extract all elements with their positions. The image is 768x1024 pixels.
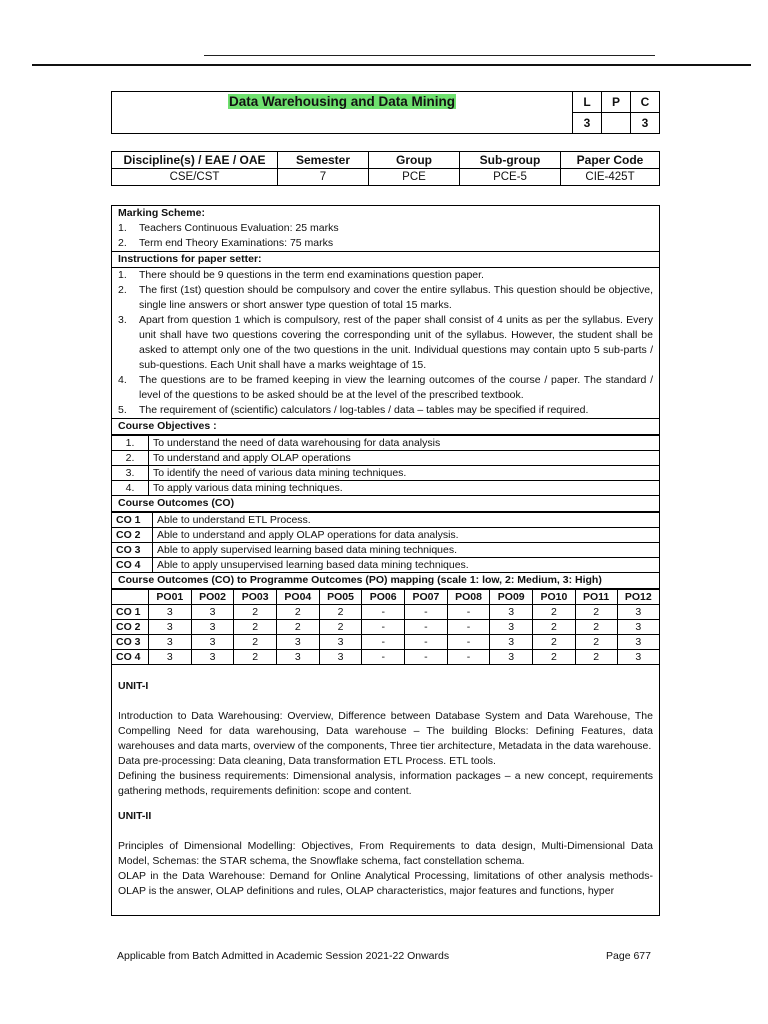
unit-1-heading: UNIT-I — [118, 680, 149, 692]
mapping-cell: 2 — [277, 605, 320, 620]
mapping-cell: 3 — [149, 605, 192, 620]
mapping-cell: 2 — [533, 635, 576, 650]
header-rule-short — [204, 55, 655, 56]
mapping-cell: 3 — [319, 650, 362, 665]
mapping-cell: 2 — [533, 650, 576, 665]
syllabus-box — [111, 205, 660, 916]
table-row — [112, 650, 659, 665]
mapping-cell: 3 — [277, 635, 320, 650]
mapping-cell: 3 — [319, 635, 362, 650]
mapping-cell: 3 — [149, 620, 192, 635]
course-title: Data Warehousing and Data Mining — [228, 94, 455, 109]
list-item: 4. The questions are to be framed keeping in view the learning outcomes of the course / paper. The standard / level of the questions to be asked should be at the level of the prescribed textbook. — [118, 374, 653, 401]
mapping-cell: 2 — [533, 605, 576, 620]
mapping-cell: 2 — [575, 650, 617, 665]
disc-header-discipline: Discipline(s) / EAE / OAE — [112, 152, 278, 169]
marking-scheme-list — [112, 221, 659, 251]
mapping-cell: 2 — [319, 620, 362, 635]
mapping-cell: 2 — [575, 635, 617, 650]
co-po-mapping-table — [112, 589, 659, 665]
mapping-header-cell: PO09 — [490, 590, 533, 605]
mapping-corner-cell — [112, 590, 149, 605]
mapping-header-cell: PO12 — [617, 590, 659, 605]
list-item: 2. The first (1st) question should be compulsory and cover the entire syllabus. This question should be objective, single line answers or short answer type question of total 15 marks. — [118, 284, 653, 311]
marking-scheme-title: Marking Scheme: — [118, 207, 205, 219]
unit-2-paragraph: OLAP in the Data Warehouse: Demand for Online Analytical Processing, limitations of other analysis methods-OLAP is the answer, OLAP definitions and rules, OLAP characteristics, major features and functions, hyper — [118, 870, 653, 897]
page-footer — [117, 950, 651, 962]
mapping-cell: - — [447, 650, 490, 665]
mapping-header-cell: PO08 — [447, 590, 490, 605]
disc-header-group: Group — [369, 152, 460, 169]
mapping-header-cell: PO11 — [575, 590, 617, 605]
unit-2-paragraph: Principles of Dimensional Modelling: Objectives, From Requirements to data design, Multi-Dimensional Data Model, Schemas: the STAR schema, the Snowflake schema, fact constellation schema. — [118, 840, 653, 867]
mapping-cell: - — [405, 605, 448, 620]
table-row: CO 3 Able to apply supervised learning based data mining techniques. — [112, 543, 659, 558]
mapping-cell: - — [447, 620, 490, 635]
mapping-cell: 2 — [234, 605, 277, 620]
disc-value-semester: 7 — [278, 169, 369, 186]
mapping-cell: 3 — [490, 605, 533, 620]
unit-1-paragraph: Defining the business requirements: Dimensional analysis, information packages – a new concept, requirements gathering methods, requirements definition: scope and content. — [118, 770, 653, 797]
mapping-cell: - — [362, 620, 405, 635]
lpc-value-c: 3 — [631, 113, 660, 134]
mapping-co-label: CO 4 — [112, 650, 149, 665]
mapping-header-cell: PO03 — [234, 590, 277, 605]
mapping-cell: 2 — [234, 620, 277, 635]
instructions-list — [112, 268, 659, 418]
table-row: CO 4 Able to apply unsupervised learning based data mining techniques. — [112, 558, 659, 573]
mapping-cell: 2 — [234, 635, 277, 650]
unit-2-heading: UNIT-II — [118, 810, 152, 822]
mapping-cell: 3 — [149, 635, 192, 650]
table-row: 3. To identify the need of various data mining techniques. — [112, 466, 659, 481]
table-row — [112, 605, 659, 620]
disc-header-semester: Semester — [278, 152, 369, 169]
course-outcomes-title: Course Outcomes (CO) — [112, 496, 659, 512]
mapping-co-label: CO 1 — [112, 605, 149, 620]
unit-1-paragraph: Introduction to Data Warehousing: Overview, Difference between Database System and Data Warehouse, The Compelling Need for data warehousing, Data warehouse – The building Blocks: Defining Features, data warehouses and data marts, overview of the components, Three tier architecture, Metadata in the data warehouse. — [118, 710, 653, 752]
mapping-cell: - — [362, 650, 405, 665]
title-table — [111, 91, 660, 134]
table-row: 1. To understand the need of data warehousing for data analysis — [112, 436, 659, 451]
mapping-cell: - — [447, 605, 490, 620]
mapping-cell: - — [405, 620, 448, 635]
mapping-header-cell: PO06 — [362, 590, 405, 605]
mapping-cell: - — [405, 650, 448, 665]
mapping-cell: - — [447, 635, 490, 650]
footer-page-number: Page 677 — [606, 950, 651, 962]
mapping-header-cell: PO05 — [319, 590, 362, 605]
mapping-cell: 2 — [533, 620, 576, 635]
header-rule-long — [32, 64, 751, 66]
course-objectives-table — [112, 435, 659, 496]
mapping-header-cell: PO02 — [191, 590, 234, 605]
mapping-cell: 2 — [234, 650, 277, 665]
disc-value-group: PCE — [369, 169, 460, 186]
disc-header-paper-code: Paper Code — [561, 152, 660, 169]
table-row: CO 2 Able to understand and apply OLAP operations for data analysis. — [112, 528, 659, 543]
mapping-cell: - — [362, 605, 405, 620]
disc-value-discipline: CSE/CST — [112, 169, 278, 186]
mapping-co-label: CO 3 — [112, 635, 149, 650]
mapping-cell: 3 — [617, 620, 659, 635]
table-row — [112, 635, 659, 650]
lpc-header-l: L — [573, 92, 602, 113]
disc-value-paper-code: CIE-425T — [561, 169, 660, 186]
mapping-cell: 3 — [191, 605, 234, 620]
mapping-cell: 3 — [490, 620, 533, 635]
discipline-table — [111, 151, 660, 186]
table-row: 4. To apply various data mining techniques. — [112, 481, 659, 496]
mapping-cell: 3 — [617, 605, 659, 620]
instructions-title: Instructions for paper setter: — [112, 251, 659, 268]
lpc-value-l: 3 — [573, 113, 602, 134]
table-row: CO 1 Able to understand ETL Process. — [112, 513, 659, 528]
mapping-title: Course Outcomes (CO) to Programme Outcomes (PO) mapping (scale 1: low, 2: Medium, 3: High) — [112, 573, 659, 589]
units-content — [112, 665, 659, 899]
mapping-cell: 3 — [490, 650, 533, 665]
mapping-cell: - — [405, 635, 448, 650]
course-title-cell — [112, 92, 573, 134]
mapping-cell: 3 — [191, 635, 234, 650]
list-item: 3. Apart from question 1 which is compulsory, rest of the paper shall consist of 4 units as per the syllabus. Every unit shall have two questions covering the corresponding unit of the syllabus. However, the student shall be asked to attempt only one of the two questions in the unit. Individual questions may contain upto 5 sub-parts / sub-questions. Each Unit shall have a marks weightage of 15. — [118, 314, 653, 371]
mapping-cell: 2 — [277, 620, 320, 635]
course-objectives-title: Course Objectives : — [112, 418, 659, 435]
table-header-row — [112, 590, 659, 605]
mapping-cell: 3 — [617, 635, 659, 650]
unit-1-paragraph: Data pre-processing: Data cleaning, Data transformation ETL Process. ETL tools. — [118, 755, 496, 767]
list-item: 5. The requirement of (scientific) calculators / log-tables / data – tables may be specified if required. — [118, 404, 589, 416]
mapping-header-cell: PO07 — [405, 590, 448, 605]
mapping-co-label: CO 2 — [112, 620, 149, 635]
mapping-cell: 3 — [490, 635, 533, 650]
mapping-cell: 2 — [575, 605, 617, 620]
mapping-cell: - — [362, 635, 405, 650]
lpc-header-p: P — [602, 92, 631, 113]
mapping-header-cell: PO01 — [149, 590, 192, 605]
list-item: 1. Teachers Continuous Evaluation: 25 marks — [118, 222, 339, 234]
mapping-cell: 3 — [191, 620, 234, 635]
table-row: 2. To understand and apply OLAP operations — [112, 451, 659, 466]
mapping-header-cell: PO10 — [533, 590, 576, 605]
mapping-cell: 2 — [319, 605, 362, 620]
mapping-cell: 3 — [191, 650, 234, 665]
lpc-value-p — [602, 113, 631, 134]
table-row — [112, 620, 659, 635]
list-item: 1. There should be 9 questions in the term end examinations question paper. — [118, 269, 484, 281]
mapping-cell: 3 — [149, 650, 192, 665]
disc-value-subgroup: PCE-5 — [460, 169, 561, 186]
disc-header-subgroup: Sub-group — [460, 152, 561, 169]
footer-batch-note: Applicable from Batch Admitted in Academic Session 2021-22 Onwards — [117, 950, 450, 962]
mapping-cell: 3 — [617, 650, 659, 665]
mapping-cell: 2 — [575, 620, 617, 635]
list-item: 2. Term end Theory Examinations: 75 marks — [118, 237, 334, 249]
mapping-cell: 3 — [277, 650, 320, 665]
mapping-header-cell: PO04 — [277, 590, 320, 605]
course-outcomes-table — [112, 512, 659, 573]
lpc-header-c: C — [631, 92, 660, 113]
